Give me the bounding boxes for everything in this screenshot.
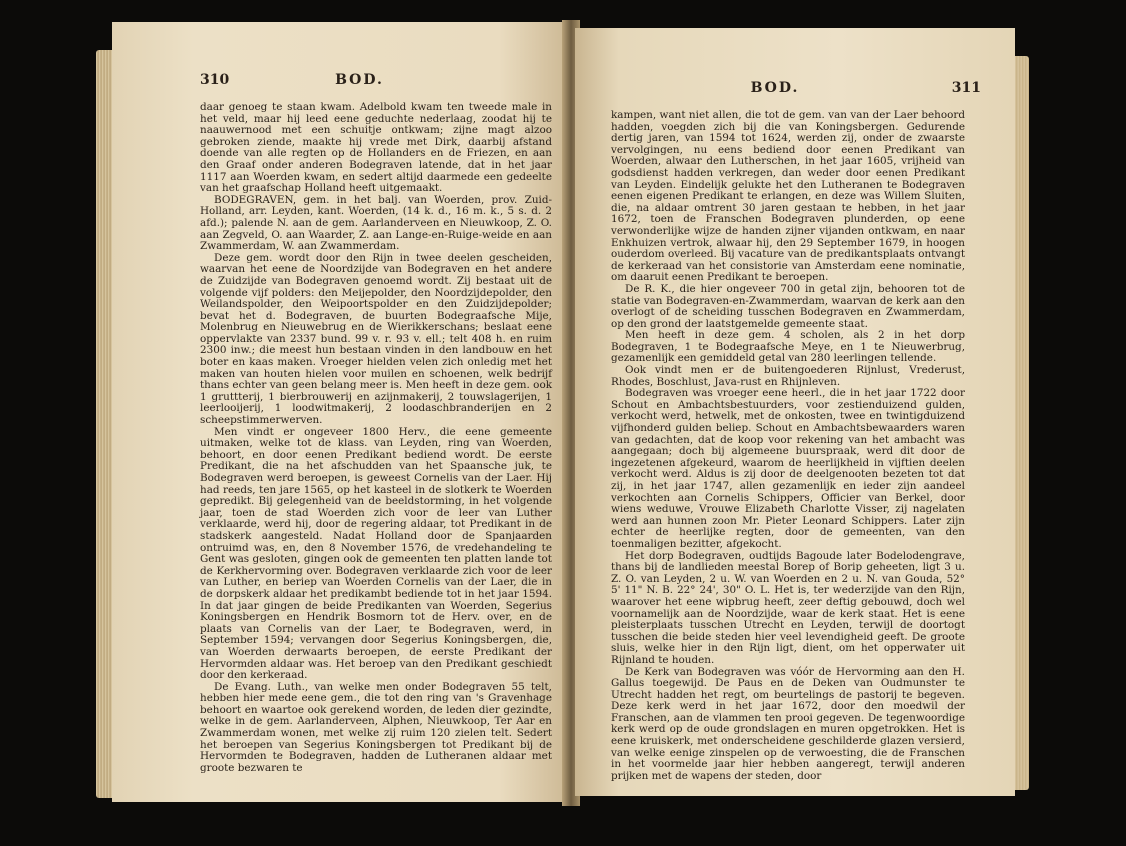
paragraph: Men heeft in deze gem. 4 scholen, als 2 in het dorp Bodegraven, 1 te Bodegraafsche Meye, en 1 te Nieuwerbrug, gezamenlijk een gemiddeld getal van 280 leerlingen tellende. [611, 329, 965, 365]
page-number: 311 [951, 80, 981, 96]
paragraph: Ook vindt men er de buitengoederen Rijnlust, Vrederust, Rhodes, Boschlust, Java-rust en Rhijnleven. [611, 364, 965, 388]
paragraph: De Evang. Luth., van welke men onder Bodegraven 55 telt, hebben hier mede eene gem., die tot den ring van 's Gravenhage behoort en waartoe ook gerekend worden, de leden dier gezindte, welke in de gem. Aarlanderveen, Alphen, Nieuwkoop, Ter Aar en Zwammerdam wonen, met welke zij ruim 120 zielen telt. Sedert het beroepen van Segerius Koningsbergen tot Predikant bij de Hervormden te Bodegraven, hadden de Lutheranen aldaar met groote bezwaren te [200, 680, 552, 774]
left-page-text [200, 102, 552, 774]
right-page-header [575, 80, 1015, 102]
right-page [575, 28, 1015, 796]
paragraph: BODEGRAVEN, gem. in het balj. van Woerden, prov. Zuid-Holland, arr. Leyden, kant. Woerden, (14 k. d., 16 m. k., 5 s. d. 2 afd.); palende N. aan de gem. Aarlanderveen en Nieuwkoop, Z. O. aan Zegveld, O. aan Waarder, Z. aan Lange-en-Ruige-weide en aan Zwammerdam, W. aan Zwammerdam. [200, 193, 552, 253]
paragraph: Deze gem. wordt door den Rijn in twee deelen gescheiden, waarvan het eene de Noordzijde van Bodegraven en het andere de Zuidzijde van Bodegraven genoemd wordt. Zij bestaat uit de volgende vijf polders: den Meijepolder, den Noordzijdepolder, den Weilandspolder, den Weipoortspolder en den Zuidzijdepolder; bevat het d. Bodegraven, de buurten Bodegraafsche Mije, Molenbrug en Nieuwebrug en de Wierikkerschans; beslaat eene oppervlakte van 2337 bund. 99 v. r. 93 v. ell.; telt 408 h. en ruim 2300 inw.; die meest hun bestaan vinden in den landbouw en het boter en kaas maken. Vroeger hielden velen zich onledig met het maken van houten hielen voor muilen en schoenen, welk bedrijf thans echter van geen belang meer is. Men heeft in deze gem. ook 1 gruttterij, 1 bierbrouwerij en azijnmakerij, 2 touwslagerijen, 1 leerlooijerij, 1 loodwitmakerij, 2 loodaschbranderijen en 2 scheepstimmerwerven. [200, 251, 552, 427]
right-page-text [611, 110, 965, 782]
left-page [112, 22, 567, 802]
running-title: BOD. [335, 72, 384, 88]
running-title: BOD. [750, 80, 800, 96]
left-page-header [112, 72, 567, 94]
paragraph: kampen, want niet allen, die tot de gem. van van der Laer behoord hadden, voegden zich bij die van Koningsbergen. Gedurende dertig jaren, van 1594 tot 1624, werden zij, onder de zwaarste vervolgingen, nu eens bediend door eenen Predikant van Woerden, alwaar den Lutherschen, in het jaar 1605, vrijheid van godsdienst hadden verkregen, dan weder door eenen Predikant van Leyden. Eindelijk gelukte het den Lutheranen te Bodegraven eenen eigenen Predikant te erlangen, en deze was Willem Sluiten, die, na aldaar omtrent 30 jaren gestaan te hebben, in het jaar 1672, toen de Franschen Bodegraven plunderden, op eene verwonderlijke wijze de handen zijner vijanden ontkwam, en naar Enkhuizen vertrok, alwaar hij, den 29 September 1679, in hoogen ouderdom overleed. Bij vacature van de predikantsplaats ontvangt de kerkeraad van het consistorie van Amsterdam eene nominatie, om daaruit eenen Predikant te beroepen. [611, 109, 965, 284]
paragraph: Het dorp Bodegraven, oudtijds Bagoude later Bodelodengrave, thans bij de landlieden meestal Borep of Borip geheeten, ligt 3 u. Z. O. van Leyden, 2 u. W. van Woerden en 2 u. N. van Gouda, 52° 5' 11" N. B. 22° 24', 30" O. L. Het is, ter wederzijde van den Rijn, waarover het eene wipbrug heeft, zeer deftig gebouwd, doch wel voornamelijk aan de Noordzijde, waar de kerk staat. Het is eene pleisterplaats tusschen Utrecht en Leyden, terwijl de doortogt tusschen die beide steden hier veel levendigheid geeft. De groote sluis, welke hier in den Rijn ligt, dient, om het opperwater uit Rijnland te houden. [611, 549, 965, 666]
paragraph: Bodegraven was vroeger eene heerl., die in het jaar 1722 door Schout en Ambachtsbestuurders, voor zestienduizend gulden, verkocht werd, hetwelk, met de onkosten, twee en twintigduizend vijfhonderd gulden beliep. Schout en Ambachtsbewaarders waren van gedachten, dat de koop voor rekening van het ambacht was aangegaan; doch bij algemeene buurspraak, werd dit door de ingezetenen afgekeurd, waarom de heerlijkheid in vijftien deelen verkocht werd. Aldus is zij door de deelgenooten bezeten tot dat zij, in het jaar 1747, allen gezamenlijk en ieder zijn aandeel verkochten aan Cornelis Schippers, Officier van Berkel, door wiens weduwe, Vrouwe Elizabeth Charlotte Visser, zij nagelaten werd aan hunnen zoon Mr. Pieter Leonard Schippers. Later zijn echter de heerlijke regten, door de gemeenten, van den toenmaligen bezitter, afgekocht. [611, 387, 965, 550]
paragraph: De R. K., die hier ongeveer 700 in getal zijn, behooren tot de statie van Bodegraven-en-Zwammerdam, waarvan de kerk aan den overlogt of de scheiding tusschen Bodegraven en Zwammerdam, op den grond der laatstgemelde gemeente staat. [611, 282, 965, 330]
book-page-edges-right [1013, 56, 1029, 790]
paragraph: daar genoeg te staan kwam. Adelbold kwam ten tweede male in het veld, maar hij leed eene geduchte nederlaag, zoodat hij te naauwernood met een schuitje ontkwam; zijne magt alzoo gebroken ziende, maakte hij vrede met Dirk, daarbij afstand doende van alle regten op de Hollanders en de Friezen, en aan den Graaf onder anderen Bodegraven latende, dat in het jaar 1117 aan Woerden kwam, en sedert altijd daarmede een gedeelte van het graafschap Holland heeft uitgemaakt. [200, 101, 552, 195]
page-number: 310 [200, 72, 230, 88]
paragraph: De Kerk van Bodegraven was vóór de Hervorming aan den H. Gallus toegewijd. De Paus en de Deken van Oudmunster te Utrecht hadden het regt, om beurtelings de pastorij te begeven. Deze kerk werd in het jaar 1672, door den moedwil der Franschen, aan de vlammen ten prooi gegeven. De tegenwoordige kerk werd op de oude grondslagen en muren opgetrokken. Het is eene kruiskerk, met onderscheidene geschilderde glazen versierd, van welke eenige zinspelen op de verwoesting, die de Franschen in het voormelde jaar hier hebben aangeregt, terwijl anderen prijken met de wapens der steden, door [611, 665, 965, 782]
paragraph: Men vindt er ongeveer 1800 Herv., die eene gemeente uitmaken, welke tot de klass. van Leyden, ring van Woerden, behoort, en door eenen Predikant bediend wordt. De eerste Predikant, die na het afschudden van het Spaansche juk, te Bodegraven werd beroepen, is geweest Cornelis van der Laer. Hij had reeds, ten jare 1565, op het kasteel in de slotkerk te Woerden gepredikt. Bij gelegenheid van de beeldstorming, in het volgende jaar, toen de stad Woerden zich voor de leer van Luther verklaarde, werd hij, door de regering aldaar, tot Predikant in de stadskerk aangesteld. Nadat Holland door de Spanjaarden ontruimd was, en, den 8 November 1576, de vredehandeling te Gent was gesloten, gingen ook de gemeenten ten platten lande tot de Kerkhervorming over. Bodegraven verklaarde zich voor de leer van Luther, en beriep van Woerden Cornelis van der Laer, die in de dorpskerk aldaar het predikambt bediende tot in het jaar 1594. In dat jaar gingen de beide Predikanten van Woerden, Segerius Koningsbergen en Hendrik Bosmorn tot de Herv. over, en de plaats van Cornelis van der Laer, te Bodegraven, werd, in September 1594; vervangen door Segerius Koningsbergen, die, van Woerden derwaarts beroepen, de eerste Predikant der Hervormden aldaar was. Het beroep van den Predikant geschiedt door den kerkeraad. [200, 425, 552, 682]
